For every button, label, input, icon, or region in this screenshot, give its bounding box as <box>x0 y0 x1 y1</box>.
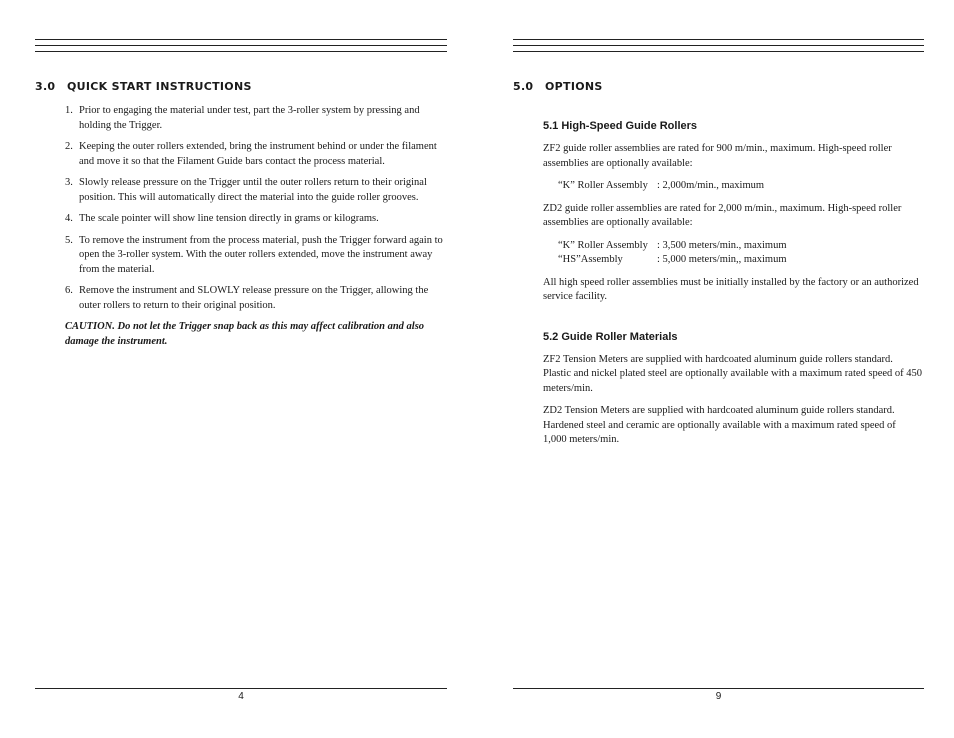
subsection-title: 5.2 Guide Roller Materials <box>543 330 678 343</box>
list-item: 5. To remove the instrument from the process material, push the Trigger forward again to open the 3-roller system. With the outer rollers extended, move the instrument away from the material. <box>65 234 443 275</box>
paragraph: ZF2 Tension Meters are supplied with hardcoated aluminum guide rollers standard. Plastic and nickel plated steel are optionally available with a maximum rated speed of 450 meters/min. <box>543 353 923 394</box>
options-body <box>543 120 923 456</box>
right-page <box>513 0 924 738</box>
header-rule <box>513 51 924 52</box>
paragraph: ZD2 Tension Meters are supplied with hardcoated aluminum guide rollers standard. Hardened steel and ceramic are optionally available with a maximum rated speed of 1,000 meters/min. <box>543 405 896 445</box>
section-number: 5.0 <box>513 80 534 93</box>
header-rule <box>35 51 447 52</box>
section-heading <box>513 80 603 93</box>
header-rule <box>513 39 924 40</box>
caution-note: CAUTION. Do not let the Trigger snap back as this may affect calibration and also damage the instrument. <box>65 321 425 347</box>
paragraph: ZD2 guide roller assemblies are rated for 2,000 m/min., maximum. High-speed roller assemblies are optionally available: <box>543 202 902 228</box>
header-rule <box>513 45 924 46</box>
spec-row: “HS”Assembly : 5,000 meters/min,, maximum <box>558 254 787 265</box>
section-title: QUICK START INSTRUCTIONS <box>67 80 252 93</box>
footer-rule <box>35 688 447 689</box>
header-rule <box>35 39 447 40</box>
footer-rule <box>513 688 924 689</box>
page-number: 4 <box>238 691 244 702</box>
section-heading <box>35 80 252 93</box>
list-item: 6. Remove the instrument and SLOWLY release pressure on the Trigger, allowing the outer rollers to return to their original position. <box>65 285 429 311</box>
instruction-list <box>65 104 450 320</box>
header-rule <box>35 45 447 46</box>
list-item: 1. Prior to engaging the material under test, part the 3-roller system by pressing and holding the Trigger. <box>65 105 420 131</box>
spec-row: “K” Roller Assembly : 2,000m/min., maximum <box>558 180 765 191</box>
left-page <box>35 0 447 738</box>
spec-list <box>558 179 923 194</box>
paragraph: ZF2 guide roller assemblies are rated for 900 m/min., maximum. High-speed roller assemblies are optionally available: <box>543 143 892 169</box>
section-number: 3.0 <box>35 80 56 93</box>
section-title: OPTIONS <box>545 80 603 93</box>
page-number: 9 <box>715 691 722 702</box>
paragraph: All high speed roller assemblies must be initially installed by the factory or an authorized service facility. <box>543 276 919 302</box>
subsection-title: 5.1 High-Speed Guide Rollers <box>543 120 698 132</box>
list-item: 4. The scale pointer will show line tension directly in grams or kilograms. <box>65 213 379 224</box>
spec-list <box>558 239 923 268</box>
list-item: 2. Keeping the outer rollers extended, bring the instrument behind or under the filament and move it so that the Filament Guide bars contact the process material. <box>65 141 437 167</box>
spec-row: “K” Roller Assembly : 3,500 meters/min., maximum <box>558 239 787 251</box>
list-item: 3. Slowly release pressure on the Trigger until the outer rollers return to their original position. This will automatically direct the material into the guide roller grooves. <box>65 177 427 203</box>
